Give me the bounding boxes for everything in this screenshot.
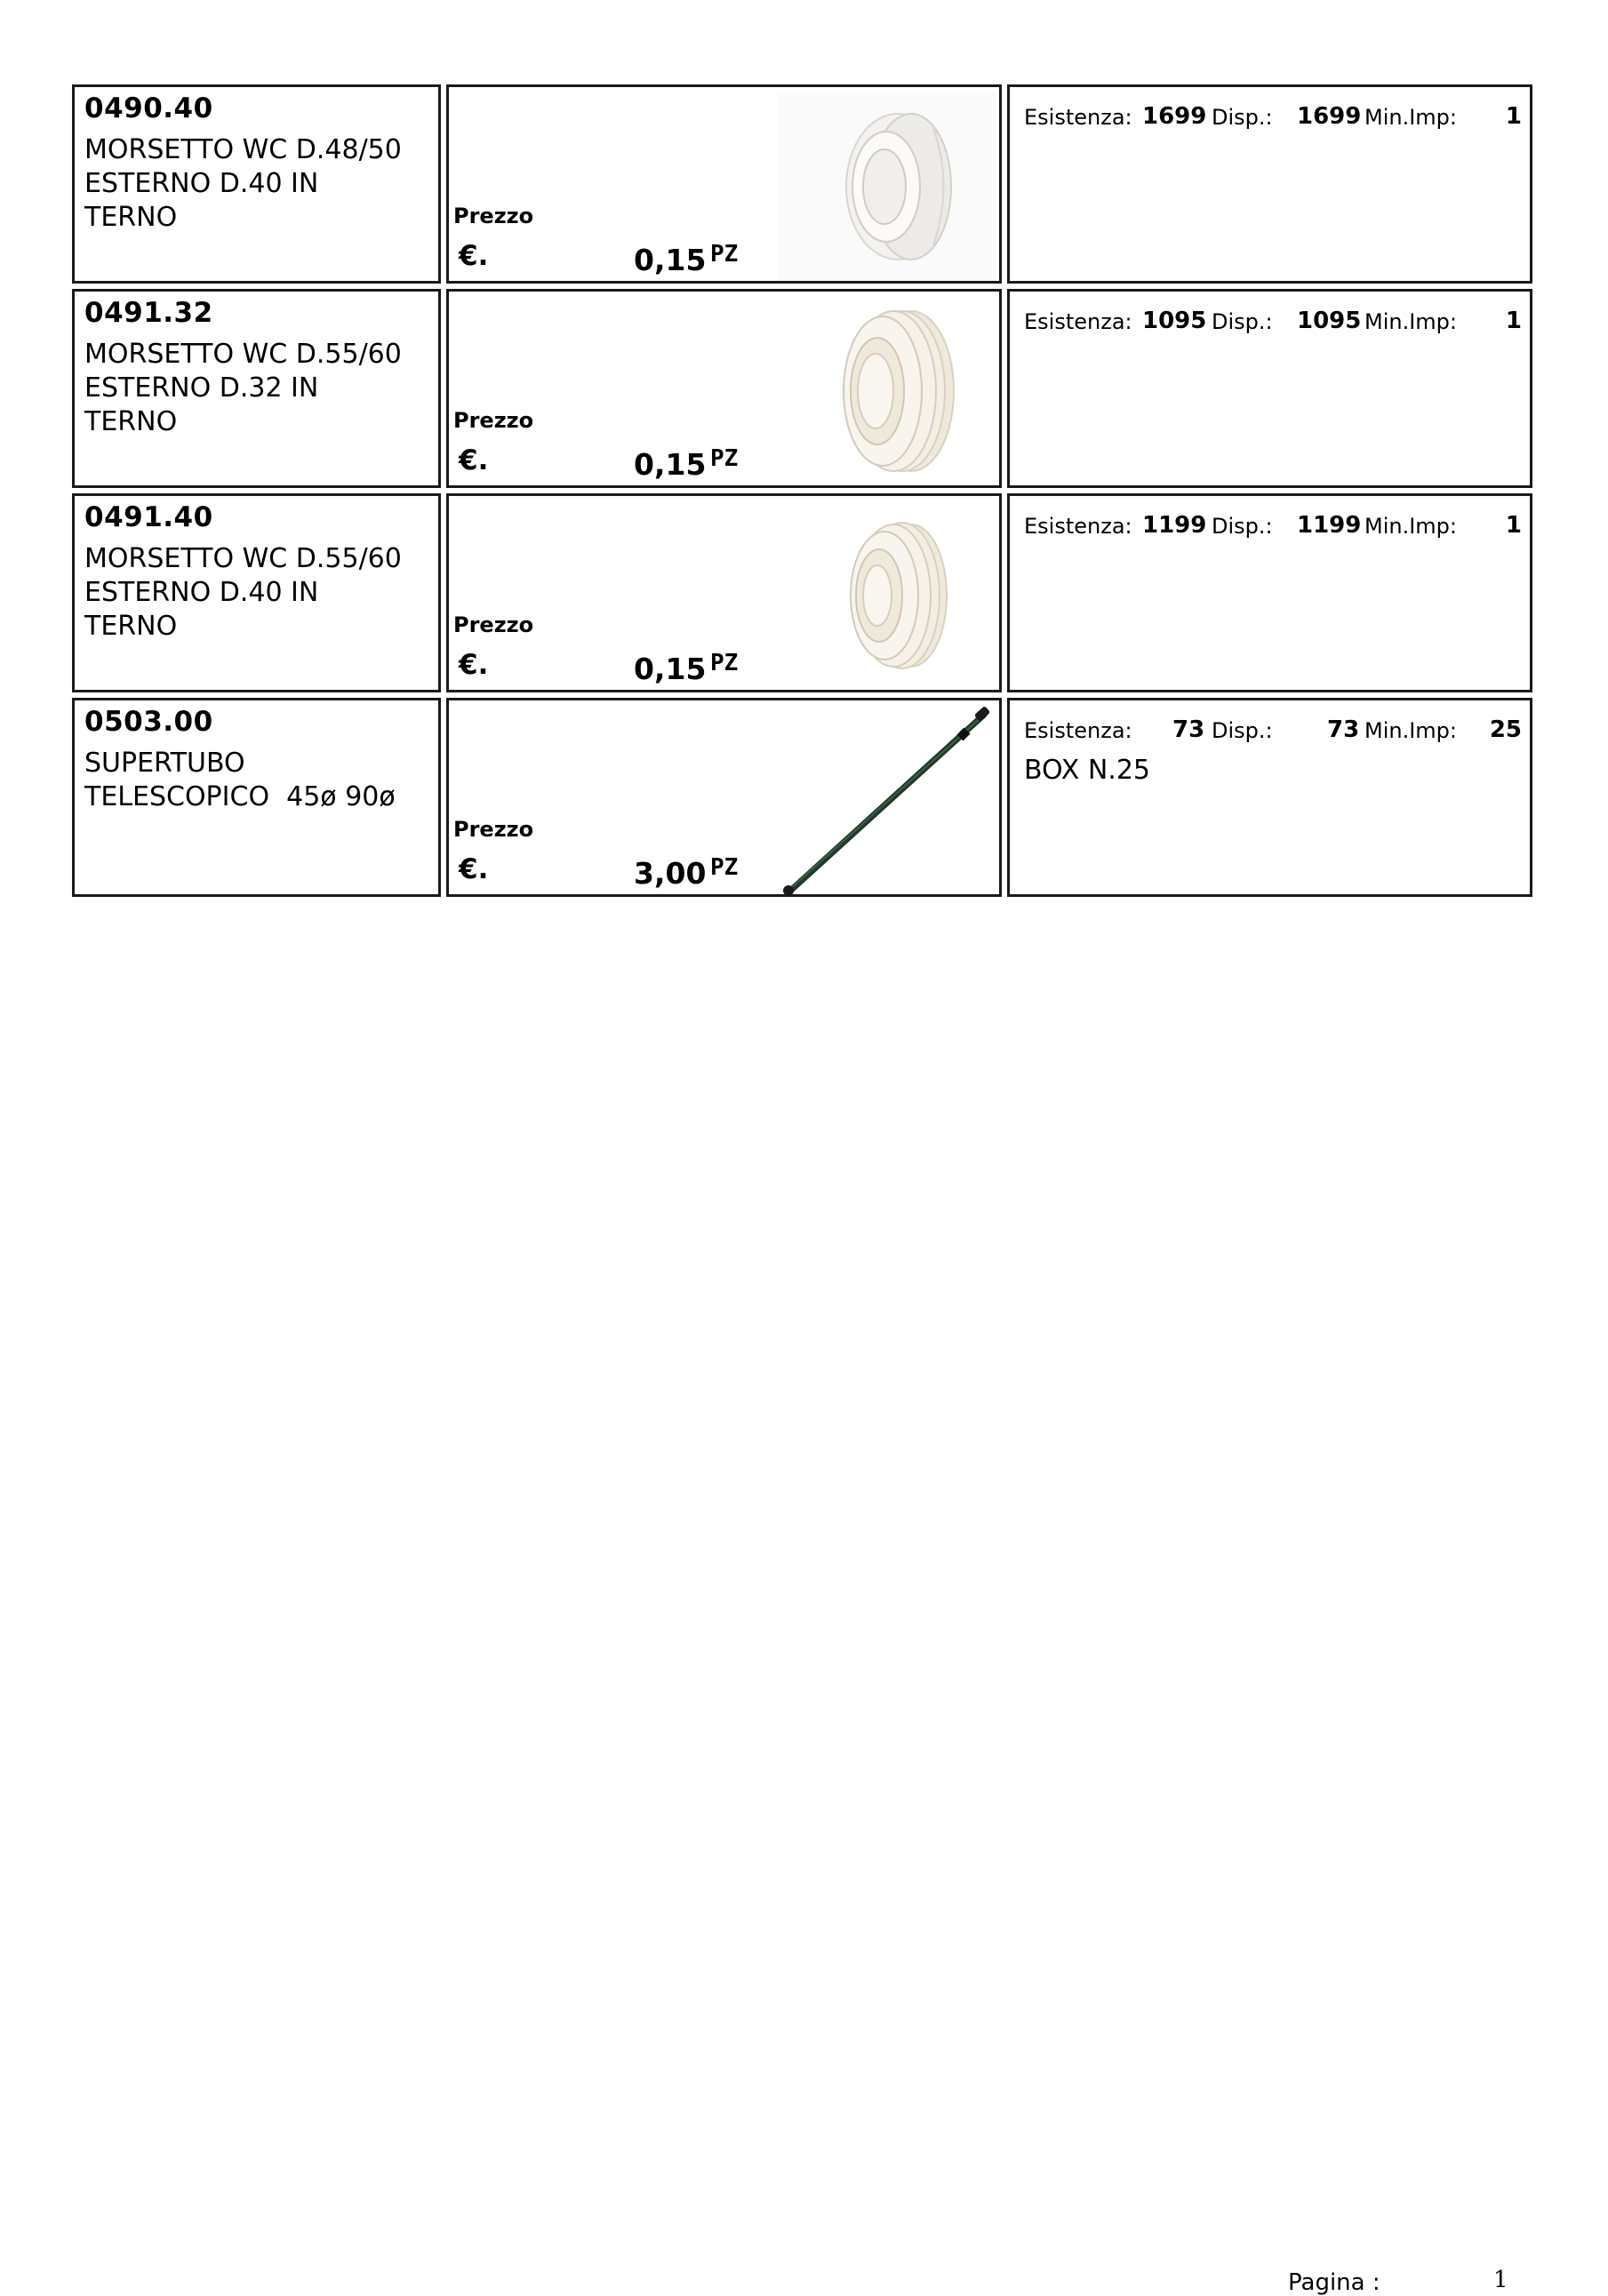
price-value: 0,15 <box>634 447 707 482</box>
currency-symbol: €. <box>459 240 489 272</box>
stock-minimp-value: 1 <box>1505 308 1522 334</box>
stock-esistenza-label: Esistenza: <box>1024 105 1132 130</box>
product-row <box>72 493 1532 692</box>
stock-disp-value: 73 <box>1327 716 1360 743</box>
product-code: 0491.40 <box>84 501 213 533</box>
price-label: Prezzo <box>453 612 534 637</box>
currency-symbol: €. <box>459 444 489 476</box>
product-code-cell <box>72 698 441 897</box>
stock-esistenza-value: 1095 <box>1142 308 1207 334</box>
stock-disp-label: Disp.: <box>1212 514 1273 539</box>
product-row <box>72 698 1532 897</box>
product-price-cell <box>446 698 1002 897</box>
product-price-cell <box>446 493 1002 692</box>
product-stock-cell <box>1007 84 1532 284</box>
stock-disp-label: Disp.: <box>1212 309 1273 334</box>
product-stock-cell <box>1007 698 1532 897</box>
stock-minimp-label: Min.Imp: <box>1364 105 1457 130</box>
stock-disp-label: Disp.: <box>1212 718 1273 743</box>
stock-minimp-label: Min.Imp: <box>1364 309 1457 334</box>
stock-disp-value: 1199 <box>1297 512 1362 539</box>
product-description: MORSETTO WC D.55/60 ESTERNO D.40 IN TERNO <box>84 543 402 642</box>
wc-connector-sleeve-icon <box>778 92 996 281</box>
stock-disp-value: 1699 <box>1297 103 1362 130</box>
stock-esistenza-label: Esistenza: <box>1024 309 1132 334</box>
price-value: 0,15 <box>634 652 707 686</box>
product-code: 0503.00 <box>84 706 213 738</box>
page-number: 1 <box>1493 2267 1508 2293</box>
stock-esistenza-value: 73 <box>1172 716 1205 743</box>
stock-esistenza-label: Esistenza: <box>1024 718 1132 743</box>
wc-ribbed-connector-icon <box>778 501 996 690</box>
stock-esistenza-value: 1699 <box>1142 103 1207 130</box>
product-description: SUPERTUBO TELESCOPICO 45ø 90ø <box>84 748 396 812</box>
product-price-cell <box>446 84 1002 284</box>
stock-minimp-value: 1 <box>1505 512 1522 539</box>
price-value: 3,00 <box>634 856 707 891</box>
price-label: Prezzo <box>453 817 534 842</box>
product-code-cell <box>72 289 441 488</box>
product-price-cell <box>446 289 1002 488</box>
stock-minimp-value: 25 <box>1489 716 1522 743</box>
stock-esistenza-label: Esistenza: <box>1024 514 1132 539</box>
wc-ribbed-connector-icon <box>778 297 996 485</box>
stock-minimp-label: Min.Imp: <box>1364 514 1457 539</box>
product-row <box>72 289 1532 488</box>
product-stock-cell <box>1007 289 1532 488</box>
price-unit: PZ <box>710 854 739 881</box>
price-value: 0,15 <box>634 243 707 277</box>
product-code: 0491.32 <box>84 297 213 329</box>
currency-symbol: €. <box>459 853 489 885</box>
product-description: MORSETTO WC D.55/60 ESTERNO D.32 IN TERNO <box>84 339 402 437</box>
price-label: Prezzo <box>453 204 534 228</box>
product-code: 0490.40 <box>84 92 213 124</box>
currency-symbol: €. <box>459 649 489 681</box>
stock-minimp-value: 1 <box>1505 103 1522 130</box>
stock-esistenza-value: 1199 <box>1142 512 1207 539</box>
price-unit: PZ <box>710 241 739 268</box>
price-unit: PZ <box>710 650 739 676</box>
price-unit: PZ <box>710 445 739 472</box>
product-code-cell <box>72 84 441 284</box>
stock-disp-value: 1095 <box>1297 308 1362 334</box>
stock-disp-label: Disp.: <box>1212 105 1273 130</box>
telescopic-pole-icon <box>778 706 996 894</box>
page-label: Pagina : <box>1288 2269 1380 2296</box>
product-description: MORSETTO WC D.48/50 ESTERNO D.40 IN TERNO <box>84 134 402 233</box>
stock-minimp-label: Min.Imp: <box>1364 718 1457 743</box>
product-note: BOX N.25 <box>1024 755 1150 786</box>
price-label: Prezzo <box>453 408 534 433</box>
product-row <box>72 84 1532 284</box>
product-stock-cell <box>1007 493 1532 692</box>
product-code-cell <box>72 493 441 692</box>
